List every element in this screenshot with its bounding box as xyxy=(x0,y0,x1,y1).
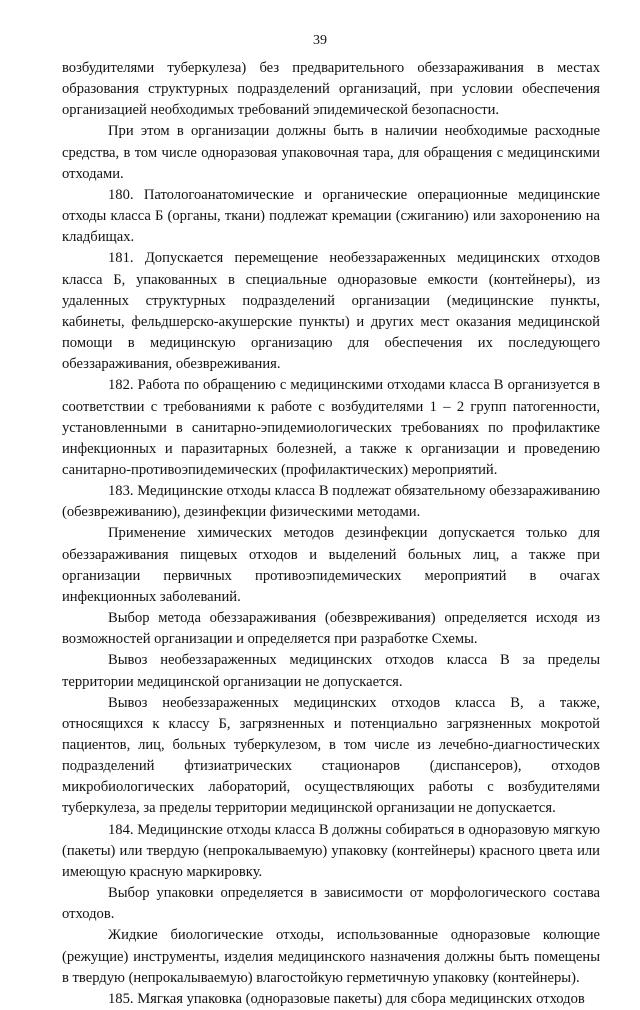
document-body xyxy=(62,58,600,1010)
paragraph-item-181: 181. Допускается перемещение необеззараженных медицинских отходов класса Б, упакованных в специальные одноразовые емкости (контейнеры), из удаленных структурных подразделений организации (медицинские пункты, кабинеты, фельдшерско-акушерские пункты) и других мест оказания медицинской помощи в медицинскую организацию для обеспечения их последующего обеззараживания, обезвреживания. xyxy=(62,250,600,373)
page-number: 39 xyxy=(313,33,327,48)
paragraph-item-185: 185. Мягкая упаковка (одноразовые пакеты) для сбора медицинских отходов xyxy=(108,990,585,1007)
paragraph: Применение химических методов дезинфекции допускается только для обеззараживания пищевых отходов и выделений больных лиц, а также при организации первичных противоэпидемических мероприятий в очагах инфекционных заболеваний. xyxy=(62,525,600,605)
paragraph: Выбор упаковки определяется в зависимости от морфологического состава отходов. xyxy=(62,885,600,923)
paragraph-item-180: 180. Патологоанатомические и органические операционные медицинские отходы класса Б (органы, ткани) подлежат кремации (сжиганию) или захоронению на кладбищах. xyxy=(62,186,600,246)
paragraph: возбудителями туберкулеза) без предварительного обеззараживания в местах образования структурных подразделений организаций, при условии обеспечения организацией необходимых требований эпидемической безопасности. xyxy=(62,60,600,119)
paragraph-item-182: 182. Работа по обращению с медицинскими отходами класса В организуется в соответствии с требованиями к работе с возбудителями 1 – 2 групп патогенности, установленными в санитарно-эпидемиологических требованиях по профилактике инфекционных и паразитарных болезней, а также к организации и проведению санитарно-противоэпидемических (профилактических) мероприятий. xyxy=(62,377,600,478)
paragraph: Вывоз необеззараженных медицинских отходов класса В за пределы территории медицинской организации не допускается. xyxy=(62,652,600,690)
paragraph-item-183: 183. Медицинские отходы класса В подлежат обязательному обеззараживанию (обезвреживанию), дезинфекции физическими методами. xyxy=(62,483,600,521)
paragraph-item-184: 184. Медицинские отходы класса В должны собираться в одноразовую мягкую (пакеты) или твердую (непрокалываемую) упаковку (контейнеры) красного цвета или имеющую красную маркировку. xyxy=(62,821,600,880)
paragraph: Выбор метода обеззараживания (обезвреживания) определяется исходя из возможностей организации и определяется при разработке Схемы. xyxy=(62,610,600,648)
paragraph: При этом в организации должны быть в наличии необходимые расходные средства, в том числе одноразовая упаковочная тара, для обращения с медицинскими отходами. xyxy=(62,123,600,182)
paragraph: Жидкие биологические отходы, использованные одноразовые колющие (режущие) инструменты, изделия медицинского назначения должны быть помещены в твердую (непрокалываемую) влагостойкую герметичную упаковку (контейнеры). xyxy=(62,927,600,986)
paragraph: Вывоз необеззараженных медицинских отходов класса В, а также, относящихся к классу Б, загрязненных и потенциально загрязненных мокротой пациентов, лиц, больных туберкулезом, в том числе из лечебно-диагностических подразделений фтизиатрических стационаров (диспансеров), отходов микробиологических лабораторий, осуществляющих работы с возбудителями туберкулеза, за пределы территории медицинской организации не допускается. xyxy=(62,694,600,817)
